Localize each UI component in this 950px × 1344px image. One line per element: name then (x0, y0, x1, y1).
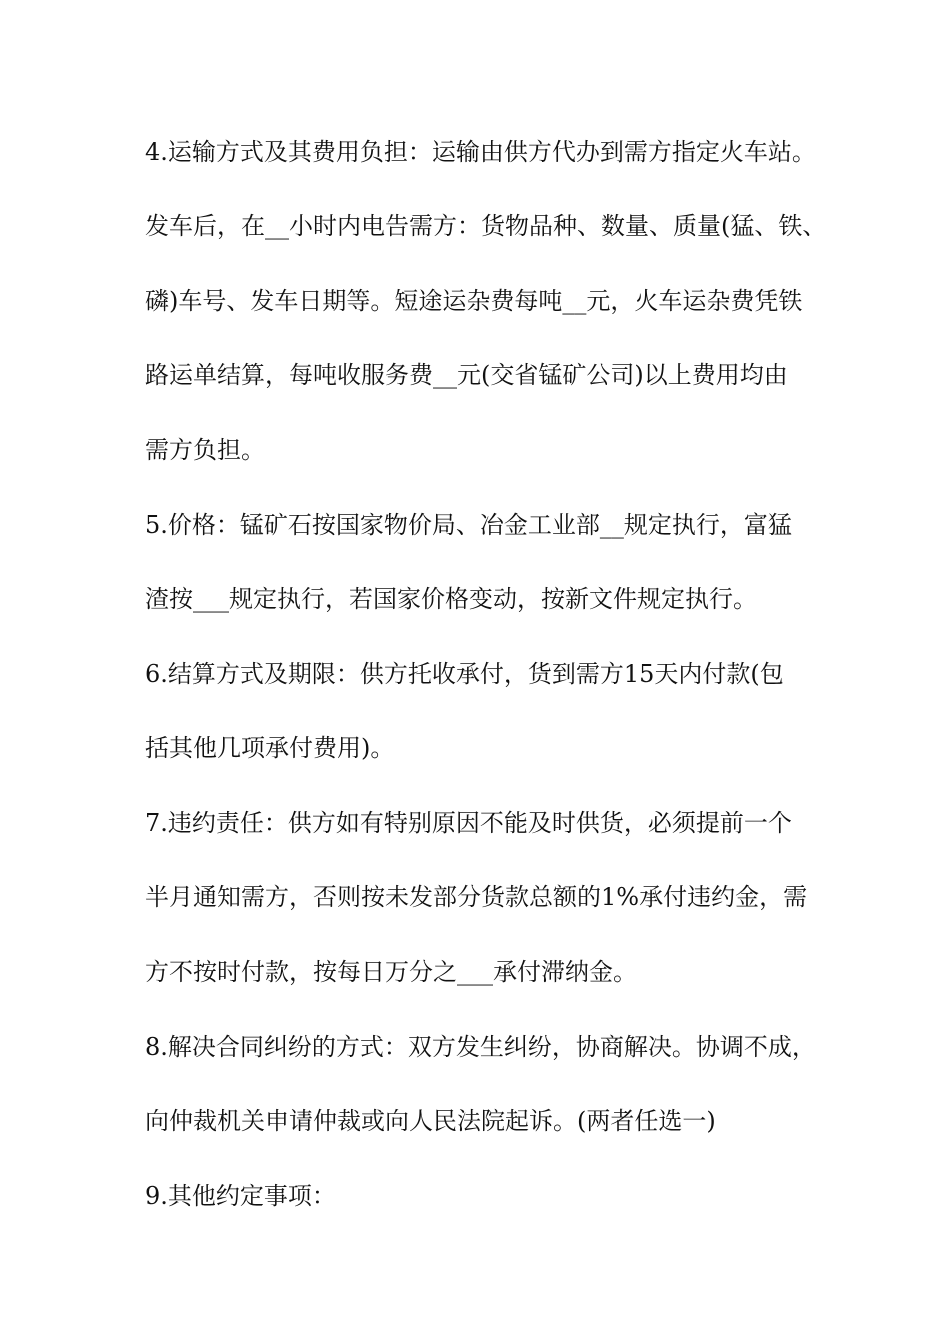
text-line-5: 需方负担。 (145, 436, 265, 464)
text-line-1: 4.运输方式及其费用负担：运输由供方代办到需方指定火车站。 (145, 138, 816, 166)
text-line-14: 向仲裁机关申请仲裁或向人民法院起诉。(两者任选一) (145, 1107, 716, 1135)
text-line-10: 7.违约责任：供方如有特别原因不能及时供货，必须提前一个 (145, 809, 792, 837)
text-line-2: 发车后，在__小时内电告需方：货物品种、数量、质量(猛、铁、 (145, 212, 827, 240)
text-line-13: 8.解决合同纠纷的方式：双方发生纠纷，协商解决。协调不成， (145, 1033, 816, 1061)
text-line-11: 半月通知需方，否则按未发部分货款总额的1%承付违约金，需 (145, 883, 808, 911)
text-line-4: 路运单结算，每吨收服务费__元(交省锰矿公司)以上费用均由 (145, 361, 788, 389)
text-line-12: 方不按时付款，按每日万分之___承付滞纳金。 (145, 958, 637, 986)
text-line-3: 磷)车号、发车日期等。短途运杂费每吨__元，火车运杂费凭铁 (145, 287, 803, 315)
text-line-6: 5.价格：锰矿石按国家物价局、冶金工业部__规定执行，富猛 (145, 511, 792, 539)
text-line-7: 渣按___规定执行，若国家价格变动，按新文件规定执行。 (145, 585, 757, 613)
text-line-15: 9.其他约定事项： (145, 1182, 336, 1210)
text-line-9: 括其他几项承付费用)。 (145, 734, 395, 762)
text-line-8: 6.结算方式及期限：供方托收承付，货到需方15天内付款(包 (145, 660, 784, 688)
